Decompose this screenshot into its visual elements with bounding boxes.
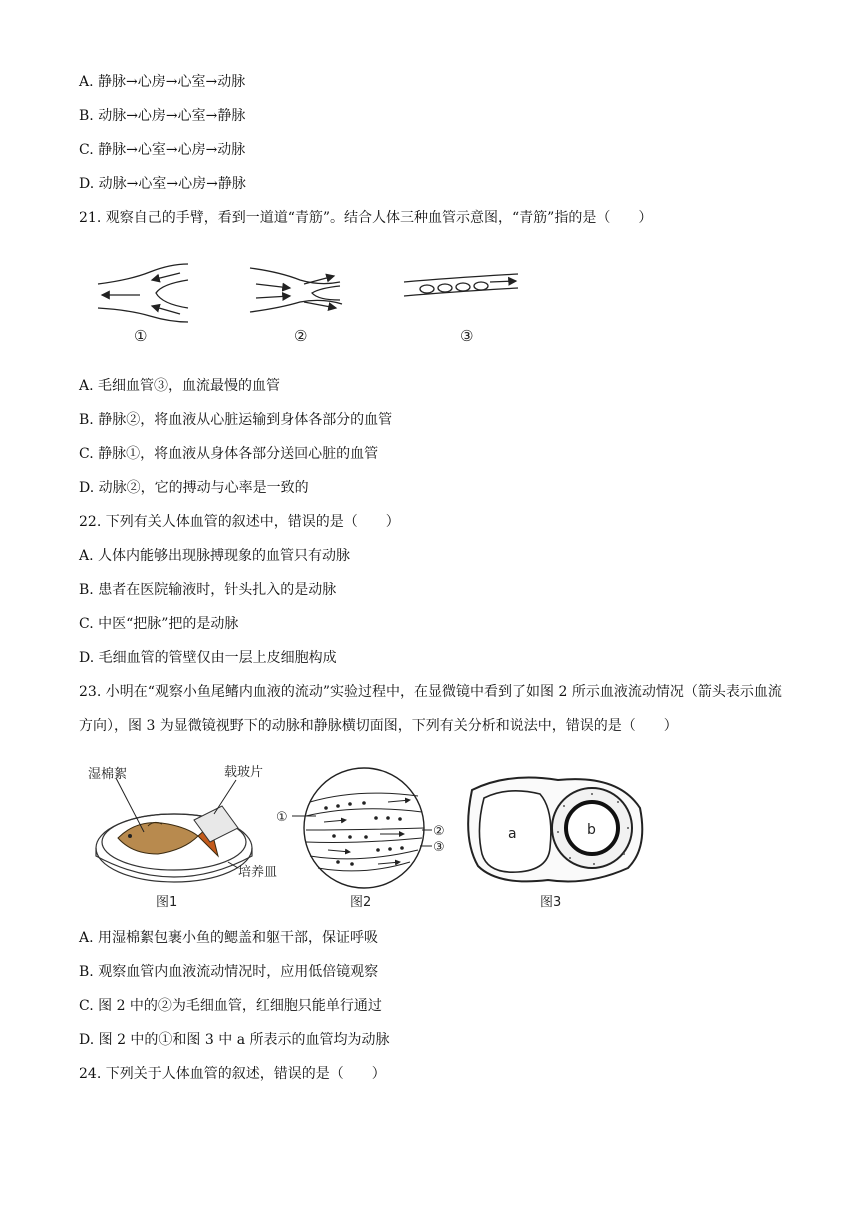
q21-option-d: D. 动脉②，它的搏动与心率是一致的 [79, 480, 309, 496]
q22-stem: 22. 下列有关人体血管的叙述中，错误的是（ ） [79, 514, 400, 530]
vessel-2-icon [250, 268, 342, 312]
label-wet-cotton: 湿棉絮 [88, 767, 128, 782]
vessel-cross-section-icon [468, 778, 642, 882]
fig1-caption: 图1 [156, 895, 178, 910]
q21-option-c: C. 静脉①，将血液从身体各部分送回心脏的血管 [79, 446, 379, 462]
fig3-label-a: a [508, 826, 517, 842]
q24-stem: 24. 下列关于人体血管的叙述，错误的是（ ） [79, 1066, 386, 1082]
q21-option-a: A. 毛细血管③，血流最慢的血管 [79, 378, 281, 394]
fig2-caption: 图2 [350, 895, 372, 910]
fig2-mark-3: ③ [433, 840, 445, 855]
q23-stem: 23. 小明在“观察小鱼尾鳍内血液的流动”实验过程中，在显微镜中看到了如图 2 所示血液流动情况（箭头表示血流方向），图 3 为显微镜视野下的动脉和静脉横切面图，下列有关分析和说法中，错误的是（ ） [79, 684, 782, 734]
q22-option-a: A. 人体内能够出现脉搏现象的血管只有动脉 [79, 548, 351, 564]
q20-option-d: D. 动脉→心室→心房→静脉 [79, 176, 246, 192]
microscope-field-icon [304, 768, 424, 888]
vessel-2-label: ② [294, 327, 308, 345]
q23-option-d: D. 图 2 中的①和图 3 中 a 所表示的血管均为动脉 [79, 1032, 390, 1048]
q20-option-a: A. 静脉→心房→心室→动脉 [79, 74, 246, 90]
fig2-mark-2: ② [433, 824, 445, 839]
q22-option-d: D. 毛细血管的管壁仅由一层上皮细胞构成 [79, 650, 337, 666]
q22-option-c: C. 中医“把脉”把的是动脉 [79, 616, 239, 632]
label-glass-slide: 载玻片 [224, 765, 264, 780]
vessel-1-icon [98, 264, 188, 322]
fig3-label-b: b [587, 822, 596, 838]
q20-option-c: C. 静脉→心室→心房→动脉 [79, 142, 246, 158]
vessel-3-icon [404, 274, 518, 296]
q23-option-a: A. 用湿棉絮包裹小鱼的鳃盖和躯干部，保证呼吸 [79, 930, 379, 946]
fig3-caption: 图3 [540, 895, 562, 910]
q20-option-b: B. 动脉→心房→心室→静脉 [79, 108, 246, 124]
vessel-3-label: ③ [460, 327, 474, 345]
fig2-mark-1: ① [276, 810, 288, 825]
q21-blood-vessel-figure [90, 262, 530, 352]
q23-figures [88, 758, 648, 914]
q23-option-c: C. 图 2 中的②为毛细血管，红细胞只能单行通过 [79, 998, 382, 1014]
q22-option-b: B. 患者在医院输液时，针头扎入的是动脉 [79, 582, 337, 598]
q21-stem: 21. 观察自己的手臂，看到一道道“青筋”。结合人体三种血管示意图，“青筋”指的是（ ） [79, 210, 653, 226]
q23-option-b: B. 观察血管内血液流动情况时，应用低倍镜观察 [79, 964, 379, 980]
q21-option-b: B. 静脉②，将血液从心脏运输到身体各部分的血管 [79, 412, 393, 428]
vessel-1-label: ① [134, 327, 148, 345]
label-petri-dish: 培养皿 [238, 865, 278, 880]
